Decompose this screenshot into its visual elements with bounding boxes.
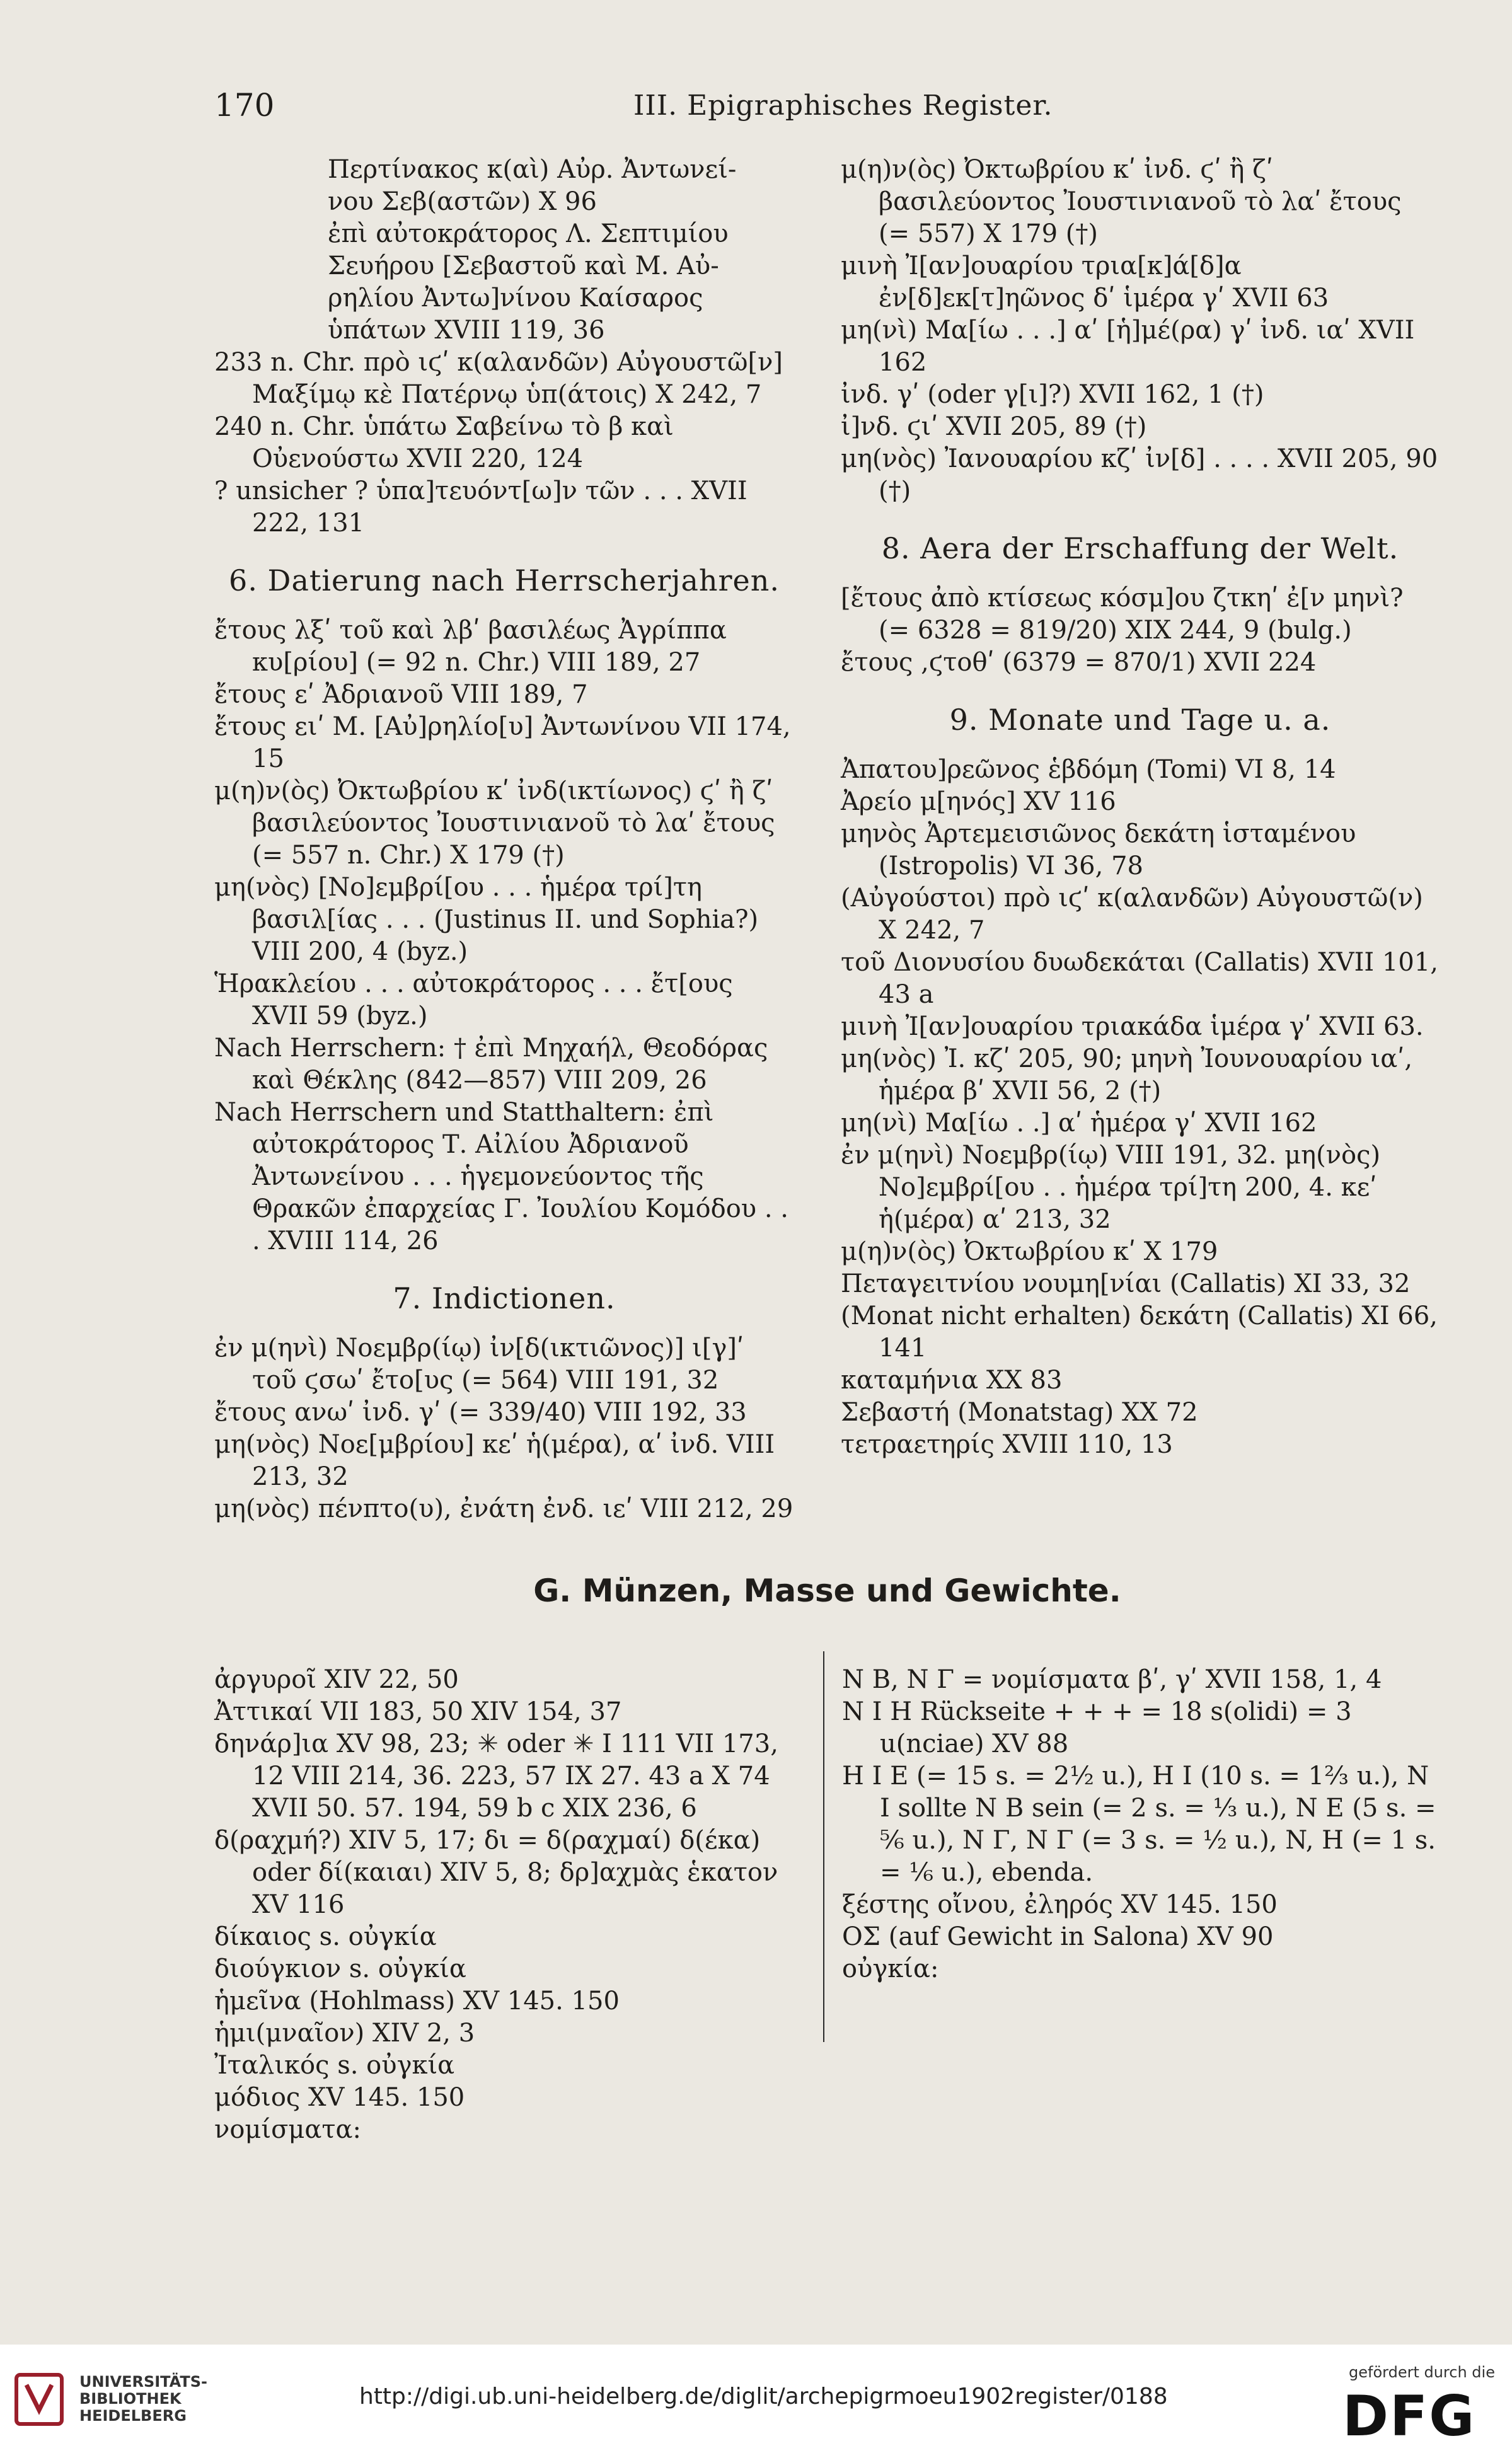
section-heading: 7. Indictionen. bbox=[393, 1281, 616, 1315]
register-entry: μ(η)ν(ὸς) Ὀκτωβρίου κʹ ἰνδ(ικτίωνος) ϛʹ ἢ ζʹ βασιλεύοντος Ἰουστινιανοῦ τὸ λαʹ ἔτους (= 557 n. Chr.) X 179 (†) bbox=[214, 776, 775, 870]
right-column bbox=[841, 154, 1440, 1461]
register-entry: (Αὐγούστοι) πρὸ ιϛʹ κ(αλανδῶν) Αὐγουστῶ(ν) X 242, 7 bbox=[841, 884, 1423, 945]
register-entry: ἡμεῖνα (Hohlmass) XV 145. 150 bbox=[214, 1987, 620, 2016]
register-entry: Nach Herrschern: † ἐπὶ Μηχαήλ, Θεοδόρας καὶ Θέκλης (842—857) VIII 209, 26 bbox=[214, 1034, 768, 1095]
register-entry: δίκαιος s. οὐγκία bbox=[214, 1922, 437, 1951]
register-entry: μη(νὸς) Νοε[μβρίου] κεʹ ἡ(μέρα), αʹ ἰνδ. VIII 213, 32 bbox=[214, 1430, 775, 1491]
register-entry: ἔτους λξʹ τοῦ καὶ λβʹ βασιλέως Ἀγρίππα κυ[ρίου] (= 92 n. Chr.) VIII 189, 27 bbox=[214, 616, 727, 677]
register-entry: δηνάρ]ια XV 98, 23; ✳ oder ✳ I 111 VII 173, 12 VIII 214, 36. 223, 57 IX 27. 43 a X 74 XVII 50. 57. 194, 59 b c XIX 236, 6 bbox=[214, 1729, 778, 1823]
register-entry: μηνὸς Ἀρτεμεισιῶνος δεκάτη ἱσταμένου (Istropolis) VI 36, 78 bbox=[841, 819, 1356, 880]
register-entry: δ(ραχμή?) XIV 5, 17; δι = δ(ραχμαί) δ(έκα) oder δί(καιαι) XIV 5, 8; δρ]αχμὰς ἑκατον XV 116 bbox=[214, 1826, 778, 1919]
register-entry: ἀργυροῖ XIV 22, 50 bbox=[214, 1665, 459, 1694]
register-entry: ἔτους ειʹ Μ. [Αὐ]ρηλίο[υ] Ἀντωνίνου VII 174, 15 bbox=[214, 712, 791, 773]
section-g-left-column bbox=[214, 1664, 807, 2146]
viewer-footer bbox=[0, 2345, 1512, 2458]
register-entry: [ἔτους ἀπὸ κτίσεως κόσμ]ου ζτκηʹ ἐ[ν μηνὶ? (= 6328 = 819/20) XIX 244, 9 (bulg.) bbox=[841, 584, 1404, 645]
register-entry: τετραετηρίς XVIII 110, 13 bbox=[841, 1430, 1173, 1459]
left-column bbox=[214, 154, 794, 1525]
section-g-heading: G. Münzen, Masse und Gewichte. bbox=[533, 1572, 1121, 1609]
section-heading: 9. Monate und Tage u. a. bbox=[949, 703, 1331, 737]
register-entry: ἔτους εʹ Ἀδριανοῦ VIII 189, 7 bbox=[214, 680, 588, 709]
section-heading: 8. Aera der Erschaffung der Welt. bbox=[881, 531, 1399, 565]
intro-line: ἐπὶ αὐτοκράτορος Λ. Σεπτιμίου bbox=[328, 219, 729, 248]
register-entry: οὐγκία: bbox=[842, 1954, 939, 1983]
register-entry: ἡμι(μναῖον) XIV 2, 3 bbox=[214, 2019, 475, 2048]
register-entry: μη(νὶ) Μα[ίω . .] αʹ ἡμέρα γʹ XVII 162 bbox=[841, 1109, 1317, 1138]
register-entry: N I H Rückseite + + + = 18 s(olidi) = 3 u(nciae) XV 88 bbox=[842, 1697, 1352, 1758]
register-entry: Ἀρείο μ[ηνός] XV 116 bbox=[841, 787, 1116, 816]
register-entry: μη(νὸς) Ἰ. κζʹ 205, 90; μηνὴ Ἰουνουαρίου ιαʹ, ἡμέρα βʹ XVII 56, 2 (†) bbox=[841, 1044, 1413, 1105]
register-entry: διούγκιον s. οὐγκία bbox=[214, 1954, 466, 1983]
dated-entry: 233 n. Chr. πρὸ ιϛʹ κ(αλανδῶν) Αὐγουστῶ[ν] Μαξίμῳ κὲ Πατέρνῳ ὑπ(άτοις) X 242, 7 bbox=[214, 348, 783, 409]
university-library-logo-icon bbox=[14, 2371, 64, 2428]
register-entry: ἐν μ(ηνὶ) Νοεμβρ(ίῳ) ἰν[δ(ικτιῶνος)] ι[γ]ʹ τοῦ ϛσωʹ ἔτο[υς (= 564) VIII 191, 32 bbox=[214, 1334, 744, 1395]
library-name bbox=[79, 2374, 207, 2425]
register-entry: μινὴ Ἰ[αν]ουαρίου τριακάδα ἱμέρα γʹ XVII 63. bbox=[841, 1012, 1424, 1041]
intro-line: ὑπάτων XVIII 119, 36 bbox=[328, 316, 605, 345]
register-entry: μη(νὸς) πένπτο(υ), ἐνάτη ἐνδ. ιεʹ VIII 212, 29 bbox=[214, 1494, 794, 1523]
register-entry: Ἰταλικός s. οὐγκία bbox=[214, 2051, 455, 2080]
register-entry: μη(νὸς) Ἰανουαρίου κζʹ ἰν[δ] . . . . XVII 205, 90 (†) bbox=[841, 444, 1438, 505]
register-entry: Ἀπατου]ρεῶνος ἑβδόμη (Tomi) VI 8, 14 bbox=[841, 755, 1336, 784]
dfg-logo: DFG bbox=[1342, 2384, 1476, 2449]
register-entry: τοῦ Διονυσίου δυωδεκάται (Callatis) XVII 101, 43 a bbox=[841, 948, 1438, 1009]
register-entry: ΟΣ (auf Gewicht in Salona) XV 90 bbox=[842, 1922, 1274, 1951]
register-entry: μόδιος XV 145. 150 bbox=[214, 2083, 465, 2112]
register-entry: Πεταγειτνίου νουμη[νίαι (Callatis) XI 33, 32 bbox=[841, 1269, 1411, 1298]
register-entry: Ἡρακλείου . . . αὐτοκράτορος . . . ἔτ[ους XVII 59 (byz.) bbox=[214, 969, 733, 1030]
register-entry: μ(η)ν(ὸς) Ὀκτωβρίου κʹ X 179 bbox=[841, 1237, 1218, 1266]
register-entry: μη(νὶ) Μα[ίω . . .] αʹ [ἡ]μέ(ρα) γʹ ἰνδ. ιαʹ XVII 162 bbox=[841, 316, 1415, 377]
page-number: 170 bbox=[214, 87, 275, 124]
register-entry: Σεβαστή (Monatstag) XX 72 bbox=[841, 1398, 1198, 1427]
register-entry: ἐν μ(ηνὶ) Νοεμβρ(ίῳ) VIII 191, 32. μη(νὸς) Νο]εμβρί[ου . . ἡμέρα τρί]τη 200, 4. κεʹ ἡ(μέρα) αʹ 213, 32 bbox=[841, 1141, 1381, 1234]
library-name-line: HEIDELBERG bbox=[79, 2407, 187, 2425]
register-entry: ἔτους ανωʹ ἰνδ. γʹ (= 339/40) VIII 192, 33 bbox=[214, 1398, 747, 1427]
register-entry: Nach Herrschern und Statthaltern: ἐπὶ αὐτοκράτορος Τ. Αἰλίου Ἀδριανοῦ Ἀντωνείνου . . . ἡγεμονεύοντος τῆς Θρακῶν ἐπαρχείας Γ. Ἰουλίου Κομόδου . . . XVIII 114, 26 bbox=[214, 1098, 788, 1255]
page-header bbox=[214, 87, 1437, 131]
register-entry: μ(η)ν(ὸς) Ὀκτωβρίου κʹ ἰνδ. ϛʹ ἢ ζʹ βασιλεύοντος Ἰουστινιανοῦ τὸ λαʹ ἔτους (= 557) X 179 (†) bbox=[841, 155, 1402, 248]
intro-line: Σευήρου [Σεβαστοῦ καὶ Μ. Αὐ- bbox=[328, 251, 719, 280]
dated-entry: 240 n. Chr. ὑπάτω Σαβείνω τὸ β καὶ Οὐενούστω XVII 220, 124 bbox=[214, 412, 674, 473]
library-name-line: UNIVERSITÄTS- bbox=[79, 2373, 208, 2391]
section-g-right-column bbox=[842, 1664, 1441, 1985]
register-entry: N B, N Γ = νομίσματα βʹ, γʹ XVII 158, 1, 4 bbox=[842, 1665, 1382, 1694]
intro-line: ρηλίου Ἀντω]νίνου Καίσαρος bbox=[328, 284, 703, 313]
permalink-url[interactable]: http://digi.ub.uni-heidelberg.de/diglit/archepigrmoeu1902register/0188 bbox=[359, 2384, 1168, 2409]
dated-entry: ? unsicher ? ὑπα]τευόντ[ω]ν τῶν . . . XVII 222, 131 bbox=[214, 476, 747, 538]
register-entry: H I E (= 15 s. = 2½ u.), H I (10 s. = 1⅔ u.), N I sollte N B sein (= 2 s. = ⅓ u.), N E (5 s. = ⅚ u.), N Γ, N Γ (= 3 s. = ½ u.), N, H (= 1 s. = ⅙ u.), ebenda. bbox=[842, 1762, 1436, 1887]
register-entry: καταμήνια XX 83 bbox=[841, 1366, 1063, 1395]
intro-line: νου Σεβ(αστῶν) X 96 bbox=[328, 187, 597, 216]
register-entry: μη(νὸς) [Νο]εμβρί[ου . . . ἡμέρα τρί]τη βασιλ[ίας . . . (Justinus II. und Sophia?) VIII 200, 4 (byz.) bbox=[214, 873, 759, 966]
register-entry: ἔτους ,ϛτοθʹ (6379 = 870/1) XVII 224 bbox=[841, 648, 1317, 677]
funding-label: gefördert durch die bbox=[1349, 2363, 1495, 2381]
register-entry: (Monat nicht erhalten) δεκάτη (Callatis) XI 66, 141 bbox=[841, 1301, 1438, 1363]
column-divider bbox=[823, 1651, 824, 2042]
register-entry: νομίσματα: bbox=[214, 2115, 362, 2144]
register-entry: Ἀττικαί VII 183, 50 XIV 154, 37 bbox=[214, 1697, 622, 1726]
section-heading: 6. Datierung nach Herrscherjahren. bbox=[229, 563, 780, 597]
register-entry: ἰ]νδ. ϛιʹ XVII 205, 89 (†) bbox=[841, 412, 1147, 441]
register-entry: ξέστης οἴνου, ἐληρός XV 145. 150 bbox=[842, 1890, 1278, 1919]
register-entry: μινὴ Ἰ[αν]ουαρίου τρια[κ]ά[δ]α ἐν[δ]εκ[τ]ηῶνος δʹ ἱμέρα γʹ XVII 63 bbox=[841, 251, 1329, 313]
library-name-line: BIBLIOTHEK bbox=[79, 2390, 182, 2408]
running-title: III. Epigraphisches Register. bbox=[633, 89, 1053, 122]
intro-line: Περτίνακος κ(αὶ) Αὐρ. Ἀντωνεί- bbox=[328, 155, 737, 184]
register-entry: ἰνδ. γʹ (oder γ[ι]?) XVII 162, 1 (†) bbox=[841, 380, 1264, 409]
